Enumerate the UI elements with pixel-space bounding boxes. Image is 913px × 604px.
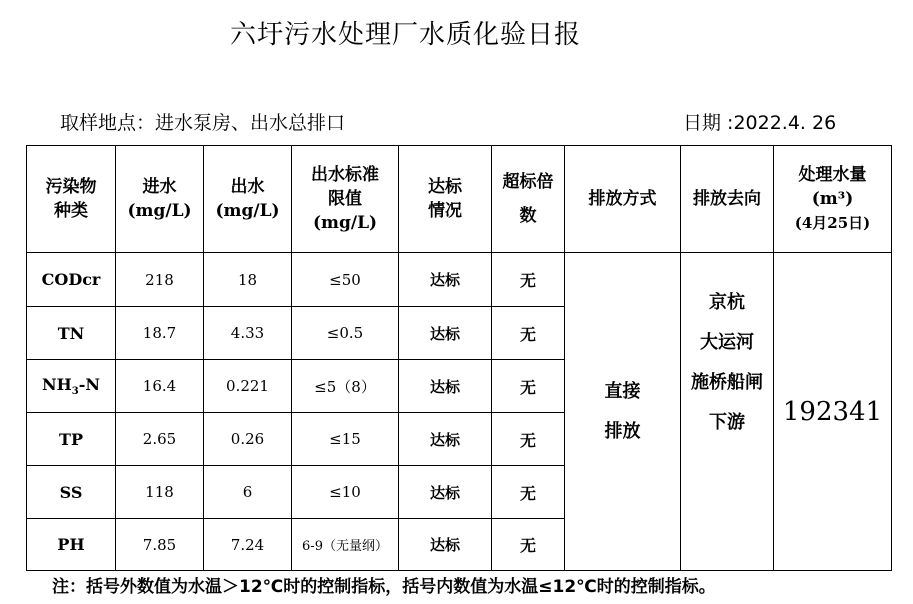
exceed-cell: 无 (492, 519, 565, 571)
status-cell: 达标 (399, 253, 492, 307)
discharge-dest-cell (681, 253, 774, 571)
header-effluent: 出水(mg/L) (204, 146, 292, 253)
discharge-method-cell (565, 253, 681, 571)
header-limit: 出水标准限值(mg/L) (292, 146, 399, 253)
effluent-cell: 7.24 (204, 519, 292, 571)
status-cell: 达标 (399, 360, 492, 413)
param-cell: PH (27, 519, 116, 571)
limit-cell: ≤5（8） (292, 360, 399, 413)
report-date: 日期 :2022.4. 26 (683, 112, 837, 134)
status-cell: 达标 (399, 519, 492, 571)
sampling-location: 取样地点：进水泵房、出水总排口 (60, 112, 346, 134)
discharge-dest-line: 下游 (709, 412, 745, 433)
footnote: 注：括号外数值为水温＞12℃时的控制指标，括号内数值为水温≤12℃时的控制指标。 (52, 577, 716, 597)
table-row (27, 253, 892, 307)
status-cell: 达标 (399, 466, 492, 519)
header-pollutant: 污染物种类 (27, 146, 116, 253)
header-exceed: 超标倍数 (492, 146, 565, 253)
effluent-cell: 18 (204, 253, 292, 307)
header-row (27, 146, 892, 253)
param-cell: TN (27, 307, 116, 360)
exceed-cell: 无 (492, 466, 565, 519)
header-discharge-method: 排放方式 (565, 146, 681, 253)
volume-value: 192341 (774, 253, 892, 571)
influent-cell: 218 (116, 253, 204, 307)
influent-cell: 7.85 (116, 519, 204, 571)
param-cell: $NH_3-N$ (27, 360, 116, 413)
exceed-cell: 无 (492, 307, 565, 360)
volume-unit: (m³) (811, 189, 854, 209)
effluent-cell: 6 (204, 466, 292, 519)
effluent-cell: 0.26 (204, 413, 292, 466)
discharge-dest-line: 施桥船闸 (691, 372, 763, 393)
influent-cell: 2.65 (116, 413, 204, 466)
header-influent: 进水(mg/L) (116, 146, 204, 253)
report-title: 六圩污水处理厂水质化验日报 (230, 20, 582, 50)
param-cell: SS (27, 466, 116, 519)
exceed-cell: 无 (492, 360, 565, 413)
header-volume (774, 146, 892, 253)
limit-cell: ≤10 (292, 466, 399, 519)
effluent-cell: 4.33 (204, 307, 292, 360)
limit-cell: ≤50 (292, 253, 399, 307)
discharge-dest-line: 京杭 (709, 292, 745, 313)
status-cell: 达标 (399, 307, 492, 360)
influent-cell: 16.4 (116, 360, 204, 413)
influent-cell: 18.7 (116, 307, 204, 360)
param-cell: TP (27, 413, 116, 466)
limit-cell: 6-9（无量纲） (292, 519, 399, 571)
param-cell: CODcr (27, 253, 116, 307)
discharge-method-line: 直接 (604, 380, 641, 402)
limit-cell: ≤15 (292, 413, 399, 466)
effluent-cell: 0.221 (204, 360, 292, 413)
status-cell: 达标 (399, 413, 492, 466)
discharge-dest-line: 大运河 (700, 332, 754, 353)
exceed-cell: 无 (492, 253, 565, 307)
volume-title: 处理水量 (798, 165, 867, 185)
exceed-cell: 无 (492, 413, 565, 466)
discharge-method-line: 排放 (604, 420, 641, 442)
water-quality-table (26, 145, 892, 571)
influent-cell: 118 (116, 466, 204, 519)
header-status: 达标情况 (399, 146, 492, 253)
limit-cell: ≤0.5 (292, 307, 399, 360)
header-discharge-dest: 排放去向 (681, 146, 774, 253)
volume-date: (4月25日) (794, 214, 871, 232)
